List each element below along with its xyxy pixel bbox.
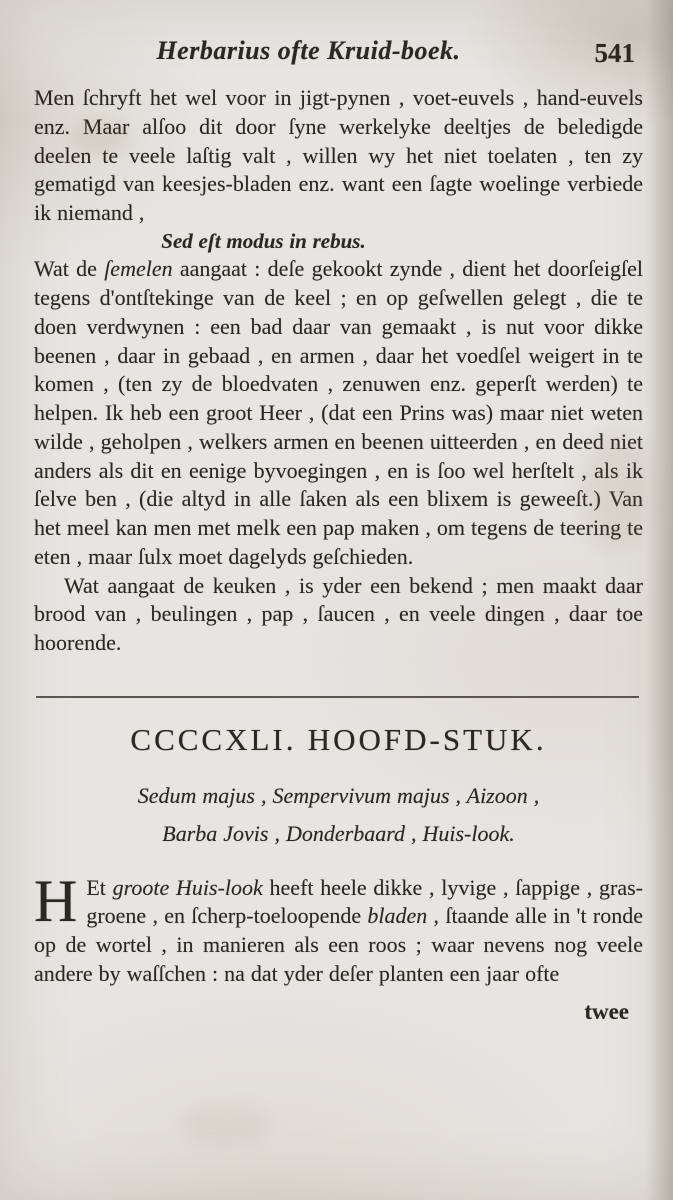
text-segment: , ſtaande alle in 't ronde op de wortel , in manieren als een roos ; waar nevens nog veele andere by waſſchen : na dat yder deſer planten een jaar ofte [34, 903, 643, 986]
paper-stain [180, 1105, 270, 1145]
text-segment: Et [86, 874, 113, 900]
epigraph: Sed eſt modus in rebus. [161, 228, 366, 253]
page-header [34, 36, 643, 74]
chapter-heading: CCCCXLI. HOOFD-STUK. [130, 722, 547, 757]
subtitle-line-2: Barba Jovis , Donderbaard , Huis-look. [162, 821, 515, 847]
text-segment: aangaat : deſe gekookt zynde , dient het doorſeigſel tegens d'ontſtekinge van de keel ; en op geſwellen gelegt , die te doen verdwynen : een bad daar van gemaakt , is nut voor dikke beenen , daar in gebaad , en armen , daar het voedſel weigert in te komen , (ten zy de bloedvaten , zenuwen enz. geperſt werden) te helpen. Ik heb een groot Heer , (dat een Prins was) maar niet weten wilde , geholpen , welkers armen en beenen uitteerden , en deed niet anders als dit en eenige byvoegingen , en is ſoo wel herſtelt , als ik ſelve ben , (die altyd in alle ſaken als een blixem is geweeſt.) Van het meel kan men met melk een pap maken , om tegens de teering te eten , maar ſulx moet dagelyds geſchieden. [34, 256, 643, 569]
paragraph-4 [34, 867, 643, 989]
section-rule [36, 696, 639, 698]
italic-term: ſemelen [104, 256, 173, 282]
subtitle-line-1: Sedum majus , Sempervivum majus , Aizoon , [137, 782, 540, 808]
page-number: 541 [594, 38, 635, 68]
catchword: twee [584, 998, 629, 1024]
drop-cap: H [34, 867, 78, 934]
italic-term: groote Huis-look [112, 874, 263, 900]
text-block [34, 84, 643, 1027]
paragraph-3: Wat aangaat de keuken , is yder een bekend ; men maakt daar brood van , beulingen , pap , ſaucen , en veele dingen , daar toe hoorende. [34, 572, 643, 656]
chapter-subtitle [34, 777, 643, 854]
paragraph-1: Men ſchryft het wel voor in jigt-pynen , voet-euvels , hand-euvels enz. Maar alſoo dit door ſyne werkelyke deeltjes de beledigde deelen te veele laſtig valt , willen wy het niet toelaten , ten zy gematigd van keesjes-bladen enz. want een ſagte woelinge verbiede ik niemand , [34, 85, 643, 226]
text-segment: Wat de [34, 256, 105, 282]
text-segment: heeft heele dikke , lyvige , ſappige , gras-groene , en ſcherp-toeloopende [86, 874, 643, 929]
italic-term: bladen [367, 903, 428, 929]
paragraph-2 [34, 255, 643, 571]
running-title: Herbarius ofte Kruid-boek. [156, 36, 461, 65]
